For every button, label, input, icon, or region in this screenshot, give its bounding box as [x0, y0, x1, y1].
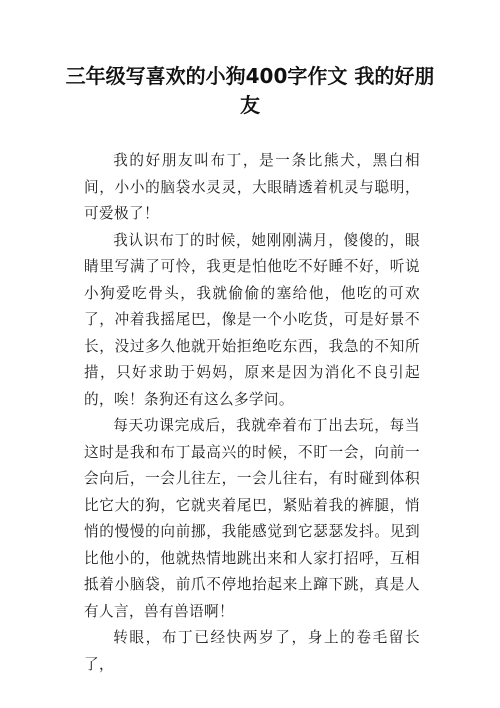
- paragraph-3: 每天功课完成后，我就牵着布丁出去玩，每当这时是我和布丁最高兴的时候，不盯一会，向前一会向后，一会儿往左，一会儿往右，有时碰到体积比它大的狗，它就夹着尾巴，紧贴着我的裤腿，悄悄的慢慢的向前挪，我能感觉到它瑟瑟发抖。见到比他小的，他就热情地跳出来和人家打招呼，互相抵着小脑袋，前爪不停地抬起来上蹿下跳，真是人有人言，兽有兽语啊！: [84, 417, 420, 620]
- paragraph-4: 转眼，布丁已经快两岁了，身上的卷毛留长了，: [84, 629, 420, 673]
- paragraph-1: 我的好朋友叫布丁，是一条比熊犬，黑白相间，小小的脑袋水灵灵，大眼睛透着机灵与聪明，可爱极了！: [84, 152, 420, 222]
- paragraph-2: 我认识布丁的时候，她刚刚满月，傻傻的，眼睛里写满了可怜，我更是怕他吃不好睡不好，听说小狗爱吃骨头，我就偷偷的塞给他，他吃的可欢了，冲着我摇尾巴，像是一个小吃货，可是好景不长，没过多久他就开始拒绝吃东西，我急的不知所措，只好求助于妈妈，原来是因为消化不良引起的，唉！条狗还有这么多学问。: [84, 231, 420, 408]
- document-title: 三年级写喜欢的小狗400字作文 我的好朋友: [65, 64, 435, 117]
- article-body: [84, 148, 420, 678]
